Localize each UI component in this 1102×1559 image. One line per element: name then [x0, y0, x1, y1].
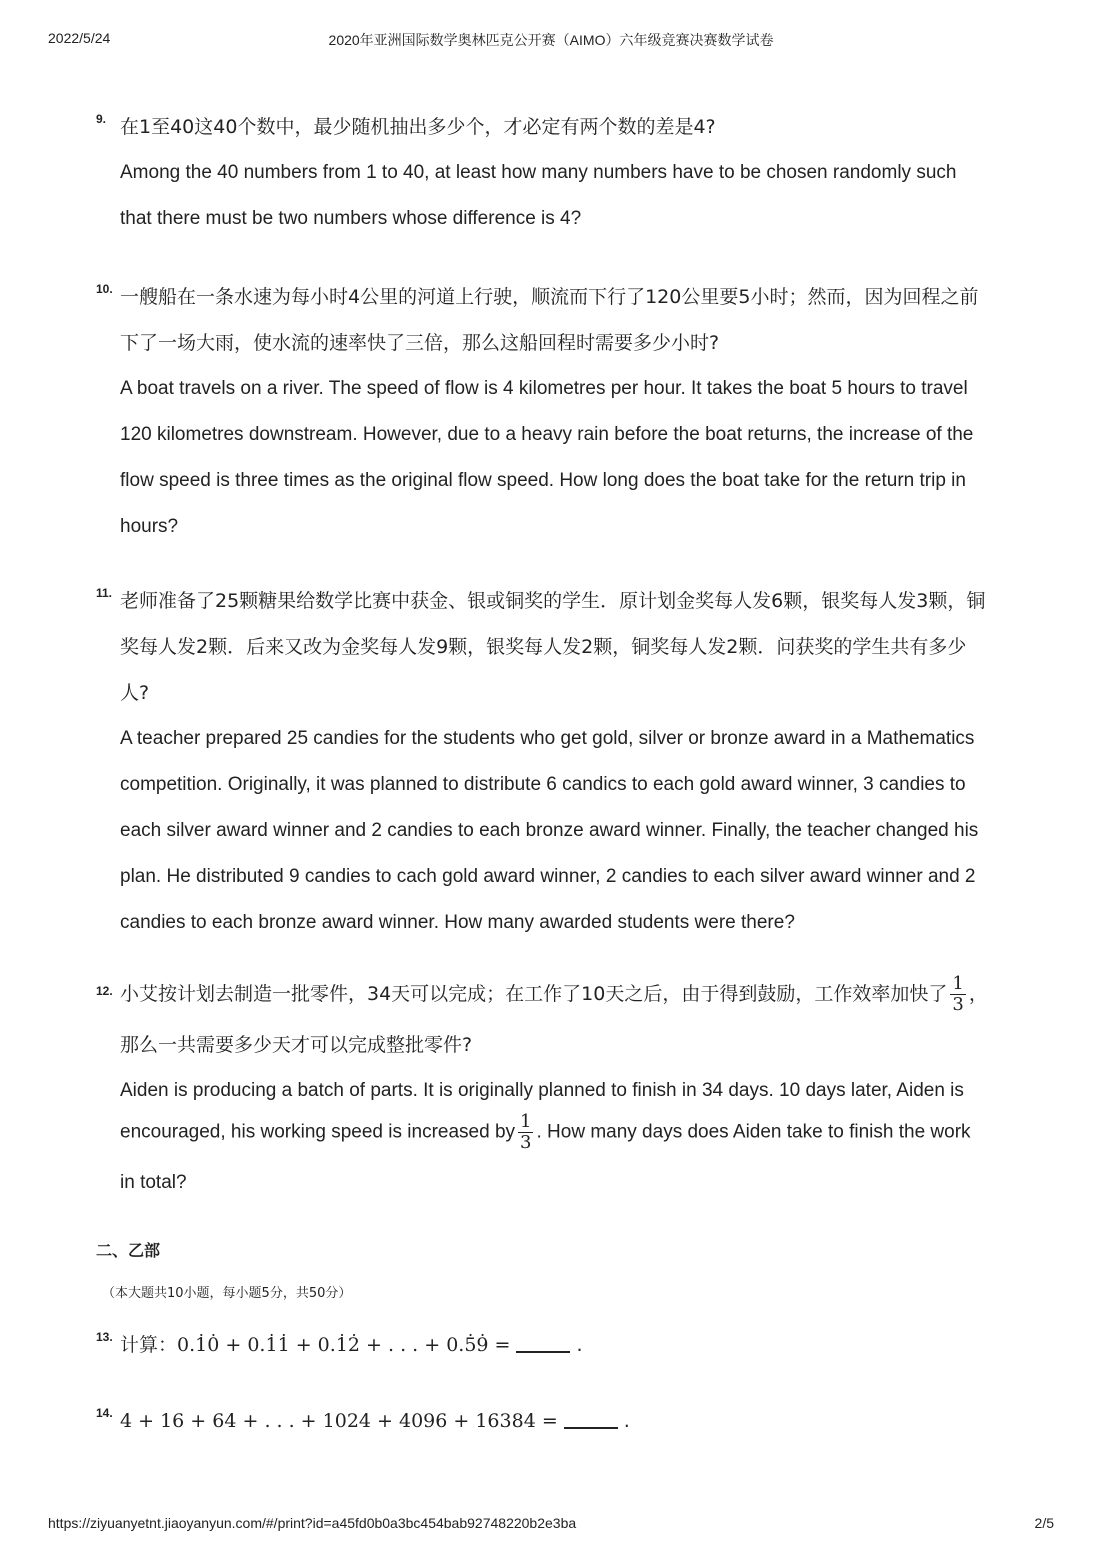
question-text-en: A boat travels on a river. The speed of flow is 4 kilometres per hour. It takes the boat 5 hours to travel	[120, 378, 968, 399]
repeating-digit: . 5	[464, 1330, 476, 1360]
math-part: + . . . + 0.	[360, 1334, 465, 1356]
fraction	[518, 1112, 533, 1153]
question-text-en	[120, 1112, 1020, 1153]
math-expression	[177, 1334, 510, 1356]
question-text-cn: 奖每人发2颗．后来又改为金奖每人发9颗，银奖每人发2颗，铜奖每人发2颗．问获奖的学生共有多少	[120, 636, 967, 658]
math-part: =	[488, 1334, 511, 1356]
section-note: （本大题共10小题，每小题5分，共50分）	[102, 1286, 352, 1301]
question-text-cn: 下了一场大雨，使水流的速率快了三倍，那么这船回程时需要多少小时?	[120, 332, 720, 354]
fraction-numerator: 1	[520, 1111, 532, 1132]
question-number: 14.	[96, 1406, 113, 1420]
question-number: 13.	[96, 1330, 113, 1344]
question-text-en: A teacher prepared 25 candies for the students who get gold, silver or bronze award in a Mathematics	[120, 728, 975, 749]
question-text-en: in total?	[120, 1172, 187, 1193]
repeating-digit: . 1	[336, 1330, 348, 1360]
repeating-digit: . 1	[195, 1330, 207, 1360]
repeating-digit: . 1	[265, 1330, 277, 1360]
math-part: 0.	[177, 1334, 196, 1356]
question-text	[120, 1330, 1020, 1360]
repeating-digit: . 9	[476, 1330, 488, 1360]
math-part: + 0.	[219, 1334, 266, 1356]
question-text-part: ，	[968, 983, 988, 1005]
question-text	[120, 1406, 1020, 1436]
fraction-numerator: 1	[952, 973, 964, 994]
question-text-cn	[120, 974, 1020, 1015]
question-text-cn: 人?	[120, 682, 150, 704]
question-number: 9.	[96, 112, 107, 126]
fraction-denominator: 3	[952, 994, 964, 1015]
section-title: 二、乙部	[96, 1241, 161, 1260]
question-text-en: each silver award winner and 2 candies to each bronze award winner. Finally, the teacher changed his	[120, 820, 979, 841]
question-text-en: Aiden is producing a batch of parts. It is originally planned to finish in 34 days. 10 days later, Aiden is	[120, 1080, 964, 1101]
document-title: 2020年亚洲国际数学奥林匹克公开赛（AIMO）六年级竞赛决赛数学试卷	[328, 32, 774, 48]
page-url: https://ziyuanyetnt.jiaoyanyun.com/#/print?id=a45fd0b0a3bc454bab92748220b2e3ba	[48, 1515, 577, 1531]
repeating-digit: . 0	[207, 1330, 219, 1360]
question-number: 11.	[96, 586, 113, 600]
print-date: 2022/5/24	[48, 30, 111, 46]
question-text-cn: 那么一共需要多少天才可以完成整批零件?	[120, 1034, 473, 1056]
fraction-denominator: 3	[520, 1132, 532, 1153]
sentence-end: .	[623, 1410, 630, 1432]
question-text-en: plan. He distributed 9 candies to cach gold award winner, 2 candies to each silver award winner and 2	[120, 866, 976, 887]
math-expression: 4 + 16 + 64 + . . . + 1024 + 4096 + 16384 =	[120, 1410, 558, 1432]
question-text-part: encouraged, his working speed is increased by	[120, 1121, 516, 1143]
question-text-cn: 在1至40这40个数中，最少随机抽出多少个，才必定有两个数的差是4?	[120, 116, 716, 138]
question-text-cn: 老师准备了25颗糖果给数学比赛中获金、银或铜奖的学生．原计划金奖每人发6颗，银奖每人发3颗，铜	[120, 590, 986, 612]
question-text-en: Among the 40 numbers from 1 to 40, at least how many numbers have to be chosen randomly such	[120, 162, 957, 183]
answer-blank	[564, 1409, 618, 1429]
question-text-en: competition. Originally, it was planned to distribute 6 candics to each gold award winner, 3 candies to	[120, 774, 966, 795]
question-text-part: 计算：	[120, 1334, 178, 1356]
question-text-en: candies to each bronze award winner. How many awarded students were there?	[120, 912, 795, 933]
question-text-en: flow speed is three times as the original flow speed. How long does the boat take for the return trip in	[120, 470, 966, 491]
sentence-end: .	[576, 1334, 583, 1356]
repeating-digit: . 1	[278, 1330, 290, 1360]
question-text-cn: 一艘船在一条水速为每小时4公里的河道上行驶，顺流而下行了120公里要5小时；然而，因为回程之前	[120, 286, 979, 308]
question-text-part: . How many days does Aiden take to finish the work	[536, 1121, 971, 1143]
question-text-part: 小艾按计划去制造一批零件，34天可以完成；在工作了10天之后，由于得到鼓励，工作效率加快了	[120, 983, 948, 1005]
page-number: 2/5	[1034, 1515, 1054, 1531]
question-text-en: hours?	[120, 516, 179, 537]
question-number: 10.	[96, 282, 113, 296]
question-text-en: 120 kilometres downstream. However, due to a heavy rain before the boat returns, the increase of the	[120, 424, 974, 445]
question-number: 12.	[96, 984, 113, 998]
math-part: + 0.	[289, 1334, 336, 1356]
question-text-en: that there must be two numbers whose difference is 4?	[120, 208, 582, 229]
repeating-digit: . 2	[348, 1330, 360, 1360]
answer-blank	[516, 1333, 570, 1353]
fraction	[950, 974, 965, 1015]
